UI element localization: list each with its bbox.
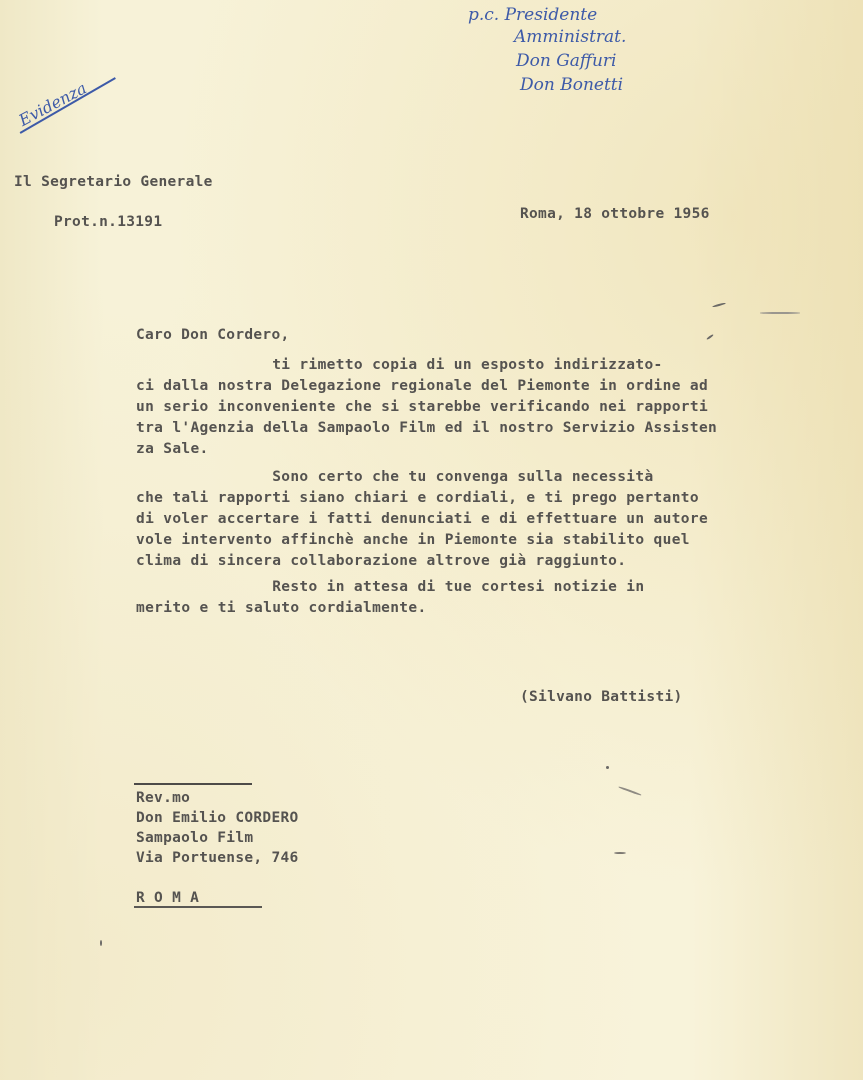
body-line: ti rimetto copia di un esposto indirizzato- bbox=[136, 357, 663, 373]
body-line: ci dalla nostra Delegazione regionale del Piemonte in ordine ad bbox=[136, 378, 709, 394]
signature: (Silvano Battisti) bbox=[520, 689, 683, 705]
body-line: vole intervento affinchè anche in Piemonte sia stabilito quel bbox=[136, 532, 690, 548]
body-line: tra l'Agenzia della Sampaolo Film ed il nostro Servizio Assisten bbox=[136, 420, 718, 436]
recipient-rule bbox=[134, 783, 252, 785]
recipient-line: Rev.mo bbox=[136, 790, 191, 806]
routing-line: Amministrat. bbox=[514, 27, 627, 47]
ink-speck bbox=[712, 302, 726, 308]
handwritten-evidenza: Evidenza bbox=[15, 78, 90, 130]
body-line: un serio inconveniente che si starebbe verificando nei rapporti bbox=[136, 399, 709, 415]
handwritten-routing bbox=[468, 4, 668, 104]
sender-title: Il Segretario Generale bbox=[14, 174, 213, 190]
protocol-number: Prot.n.13191 bbox=[54, 214, 163, 230]
recipient-line: Don Emilio CORDERO bbox=[136, 810, 299, 826]
recipient-line: Sampaolo Film bbox=[136, 830, 254, 846]
ink-speck bbox=[760, 312, 800, 314]
routing-line: Don Bonetti bbox=[520, 75, 624, 95]
body-line: Resto in attesa di tue cortesi notizie in bbox=[136, 579, 645, 595]
body-line: za Sale. bbox=[136, 441, 209, 457]
letter-body bbox=[136, 355, 836, 655]
ink-speck bbox=[706, 334, 714, 340]
salutation: Caro Don Cordero, bbox=[136, 327, 290, 343]
body-line: Sono certo che tu convenga sulla necessità bbox=[136, 469, 654, 485]
ink-speck bbox=[100, 940, 102, 946]
ink-speck bbox=[618, 786, 641, 796]
recipient-city: R O M A bbox=[136, 890, 200, 906]
body-line: di voler accertare i fatti denunciati e di effettuare un autore bbox=[136, 511, 709, 527]
ink-speck bbox=[606, 766, 609, 769]
place-date: Roma, 18 ottobre 1956 bbox=[520, 206, 710, 222]
ink-speck bbox=[614, 852, 626, 854]
city-underline bbox=[134, 906, 262, 908]
body-line: che tali rapporti siano chiari e cordiali, e ti prego pertanto bbox=[136, 490, 699, 506]
body-line: clima di sincera collaborazione altrove già raggiunto. bbox=[136, 553, 627, 569]
body-line: merito e ti saluto cordialmente. bbox=[136, 600, 427, 616]
routing-line: Don Gaffuri bbox=[516, 51, 617, 71]
recipient-line: Via Portuense, 746 bbox=[136, 850, 299, 866]
routing-line: p.c. Presidente bbox=[468, 5, 598, 25]
